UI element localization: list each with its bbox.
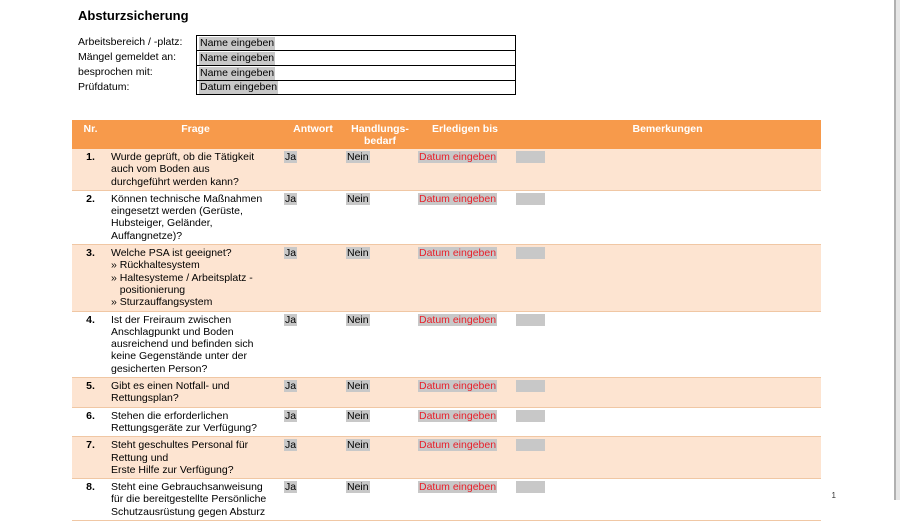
handlungsbedarf-nein-field[interactable]: Nein [347,151,369,163]
handlungsbedarf-cell [344,149,416,190]
document-title: Absturzsicherung [78,8,189,23]
question-line: Auffangnetze)? [111,229,183,242]
question-line: Wurde geprüft, ob die Tätigkeit [111,151,255,163]
bemerkungen-cell [514,407,821,437]
answer-ja-field[interactable]: Ja [285,409,297,422]
table-row [72,311,821,377]
answer-ja-field[interactable]: Ja [285,439,297,452]
handlungsbedarf-nein-field[interactable]: Nein [347,192,369,205]
erledigen-date-field[interactable]: Datum eingeben [419,409,497,422]
table-header-row [72,120,821,149]
row-number: 1. [72,149,109,190]
question-line: Stehen die erforderlichen [111,409,229,422]
bemerkungen-field[interactable] [516,439,545,451]
question-line: für die bereitgestellte Persönliche [111,493,267,506]
bemerkungen-field[interactable] [516,410,545,422]
question-line: Steht geschultes Personal für [111,439,249,452]
handlungsbedarf-nein-field[interactable]: Nein [347,481,369,494]
bemerkungen-field[interactable] [516,481,545,493]
row-number: 6. [72,407,109,437]
info-block [78,35,516,95]
bemerkungen-cell [514,190,821,244]
table-row [72,149,821,190]
question-line: » Sturzauffangsystem [111,296,213,309]
header-bemerkungen: Bemerkungen [514,120,821,149]
row-number: 2. [72,190,109,244]
handlungsbedarf-nein-field[interactable]: Nein [347,247,369,260]
besprochen-field[interactable] [196,65,516,80]
info-row-maengel [78,50,516,65]
question-line: auch vom Boden aus [111,163,210,176]
table-row [72,245,821,311]
erledigen-cell [416,407,514,437]
question-line: Rettungsgeräte zur Verfügung? [111,421,257,434]
erledigen-date-field[interactable]: Datum eingeben [419,151,497,163]
header-nr: Nr. [72,120,109,149]
arbeitsbereich-field[interactable] [196,35,516,50]
question-cell [109,378,282,408]
row-number: 3. [72,245,109,311]
info-row-besprochen [78,65,516,80]
answer-ja-field[interactable]: Ja [285,380,297,393]
pruefdatum-field[interactable] [196,80,516,95]
handlungsbedarf-cell [344,190,416,244]
bemerkungen-field[interactable] [516,314,545,326]
header-frage: Frage [109,120,282,149]
info-row-arbeitsbereich [78,35,516,50]
answer-cell [282,437,344,479]
handlungsbedarf-nein-field[interactable]: Nein [347,439,369,452]
question-line: Hubsteiger, Geländer, [111,217,213,230]
window-edge [896,0,900,500]
question-line: Anschlagpunkt und Boden [111,325,234,338]
bemerkungen-cell [514,437,821,479]
erledigen-cell [416,190,514,244]
bemerkungen-field[interactable] [516,151,545,163]
question-line: gesicherten Person? [111,362,208,375]
question-line: Gibt es einen Notfall- und [111,380,230,393]
field-value[interactable]: Name eingeben [200,36,275,49]
question-line: Steht eine Gebrauchsanweisung [111,481,263,494]
bemerkungen-cell [514,378,821,408]
answer-ja-field[interactable]: Ja [285,247,297,260]
info-label: Arbeitsbereich / -platz: [78,36,183,48]
question-line: Rettungsplan? [111,392,179,405]
question-cell [109,437,282,479]
erledigen-date-field[interactable]: Datum eingeben [419,192,497,205]
answer-cell [282,149,344,190]
row-number: 7. [72,437,109,479]
erledigen-cell [416,149,514,190]
erledigen-cell [416,437,514,479]
question-line: eingesetzt werden (Gerüste, [111,205,243,218]
erledigen-date-field[interactable]: Datum eingeben [419,380,497,393]
info-label: Prüfdatum: [78,81,130,93]
handlungsbedarf-cell [344,437,416,479]
header-handlungsbedarf [344,120,416,149]
field-value[interactable]: Name eingeben [200,66,275,79]
handlungsbedarf-nein-field[interactable]: Nein [347,380,369,393]
header-handlung-line1: Handlungs- [351,123,409,135]
erledigen-cell [416,245,514,311]
handlungsbedarf-nein-field[interactable]: Nein [347,313,369,326]
bemerkungen-cell [514,149,821,190]
handlungsbedarf-cell [344,311,416,377]
header-antwort: Antwort [282,120,344,149]
question-line: Schutzausrüstung gegen Absturz [111,505,266,518]
answer-cell [282,245,344,311]
question-line: Rettung und [111,451,169,464]
answer-cell [282,378,344,408]
header-handlung-line2: bedarf [363,135,397,147]
erledigen-cell [416,311,514,377]
erledigen-date-field[interactable]: Datum eingeben [419,247,497,260]
bemerkungen-field[interactable] [516,380,545,392]
bemerkungen-cell [514,311,821,377]
answer-ja-field[interactable]: Ja [285,313,297,326]
question-cell [109,407,282,437]
answer-cell [282,311,344,377]
table-row [72,378,821,408]
question-line: ausreichend und befinden sich [111,338,254,351]
header-erledigen: Erledigen bis [416,120,514,149]
info-row-pruefdatum [78,80,516,95]
field-value[interactable]: Name eingeben [200,51,275,64]
handlungsbedarf-cell [344,378,416,408]
page-border [894,0,896,500]
answer-ja-field[interactable]: Ja [285,481,297,494]
table-row [72,190,821,244]
erledigen-date-field[interactable]: Datum eingeben [419,439,497,452]
maengel-field[interactable] [196,50,516,65]
table-row [72,407,821,437]
erledigen-date-field[interactable]: Datum eingeben [419,481,497,494]
handlungsbedarf-nein-field[interactable]: Nein [347,409,369,422]
bemerkungen-cell [514,245,821,311]
question-line: » Haltesysteme / Arbeitsplatz - [111,271,253,284]
field-value[interactable]: Datum eingeben [200,81,278,93]
question-line: keine Gegenstände unter der [111,350,248,363]
erledigen-date-field[interactable]: Datum eingeben [419,313,497,326]
question-cell [109,190,282,244]
answer-cell [282,407,344,437]
row-number: 4. [72,311,109,377]
question-line: Können technische Maßnahmen [111,192,263,205]
question-cell [109,149,282,190]
question-cell [109,245,282,311]
answer-ja-field[interactable]: Ja [285,192,297,205]
bemerkungen-field[interactable] [516,247,545,259]
handlungsbedarf-cell [344,245,416,311]
question-line: positionierung [111,283,186,296]
question-line: » Rückhaltesystem [111,259,200,272]
question-line: Welche PSA ist geeignet? [111,247,232,260]
row-number: 5. [72,378,109,408]
checklist-table [72,120,821,521]
question-line: durchgeführt werden kann? [111,175,239,188]
answer-ja-field[interactable]: Ja [285,151,297,163]
handlungsbedarf-cell [344,407,416,437]
table-row [72,437,821,479]
question-cell [109,311,282,377]
question-line: Erste Hilfe zur Verfügung? [111,463,234,476]
info-label: Mängel gemeldet an: [78,51,177,63]
answer-cell [282,190,344,244]
bemerkungen-field[interactable] [516,193,545,205]
erledigen-cell [416,378,514,408]
row-number: 8. [72,479,109,521]
page-number: 1 [831,491,836,500]
question-line: Ist der Freiraum zwischen [111,313,232,326]
info-label: besprochen mit: [78,66,153,78]
